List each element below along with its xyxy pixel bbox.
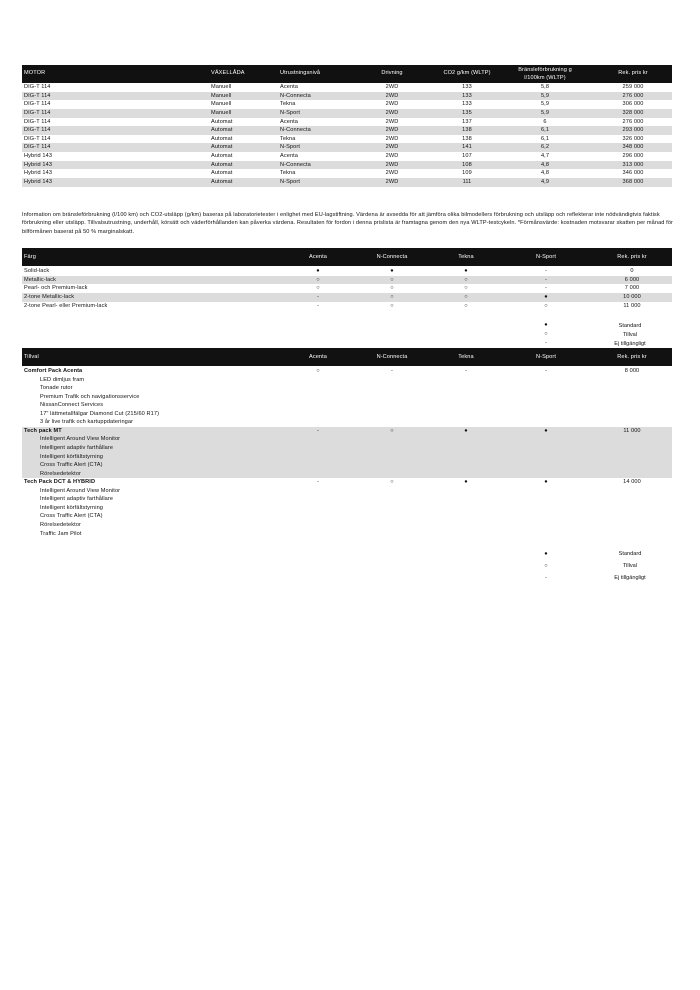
cell-motor: DIG-T 114 [24, 127, 51, 134]
cell-drive: 2WD [385, 135, 399, 142]
table-row [22, 284, 672, 293]
cell-fuel: 4,8 [540, 161, 550, 168]
cell-gearbox: Automat [211, 118, 233, 125]
cell-nsport: ● [544, 293, 548, 300]
emissions-note: Information om bränsleförbrukning (l/100 km) och CO2-utsläpp (g/km) baseras på laboratorietester i enlighet med EU-lagstiftning. Värdena är avsedda för att jämföra olika bilmodellers förbrukning och utsläpp och reflekterar inte nödvändigtvis faktisk förbrukning eller utsläpp. Tillvalsutrustning, underhåll, körsätt och väderförhållanden kan påverka värdena. Resultaten för fordon i denna prislista är framtagna genom den nya WLTP-testcykeln. *Förmånsvärde: kostnaden motsvarar skatten per månad för bilförmånen baserat på 50 % marginalskatt. [22, 212, 674, 235]
cell-gearbox: Automat [211, 170, 233, 177]
col-price: Rek. pris kr [618, 70, 648, 76]
col-co2: CO2 g/km (WLTP) [443, 70, 491, 76]
cell-nsport: - [545, 276, 547, 283]
legend-label: Standard [618, 323, 642, 329]
color-table-header [22, 248, 672, 266]
cell-trim: N-Connecta [280, 127, 311, 134]
cell-fuel: 5,9 [540, 101, 550, 108]
cell-price: 306 000 [622, 101, 644, 108]
cell-co2: 137 [462, 118, 472, 125]
cell-co2: 107 [462, 153, 472, 160]
cell-gearbox: Manuell [211, 92, 232, 99]
legend-row [500, 550, 650, 562]
pack-item: Cross Traffic Alert (CTA) [40, 462, 103, 469]
cell-price: 348 000 [622, 144, 644, 151]
col-fuel: Bränsleförbrukning g l/100km (WLTP) [518, 67, 572, 81]
cell-price: 368 000 [622, 179, 644, 186]
cell-fuel: 5,8 [540, 84, 550, 90]
pack-item: Intelligent körfältstyrning [40, 504, 104, 511]
option-pack [22, 367, 672, 427]
col-nconnecta: N-Connecta [376, 354, 408, 360]
cell-gearbox: Automat [211, 135, 233, 142]
cell-name: 2-tone Metallic-lack [24, 293, 75, 300]
cell-drive: 2WD [385, 92, 399, 99]
cell-name: Metallic-lack [24, 276, 57, 283]
cell-co2: 108 [462, 161, 472, 168]
cell-fuel: 4,9 [540, 179, 550, 186]
cell-trim: Acenta [280, 84, 299, 90]
cell-motor: DIG-T 114 [24, 84, 51, 90]
cell-price: 14 000 [623, 479, 641, 486]
legend-row [500, 321, 650, 330]
cell-trim: N-Sport [280, 109, 300, 116]
cell-price: 328 000 [622, 109, 644, 116]
cell-fuel: 4,8 [540, 170, 550, 177]
cell-trim: N-Connecta [280, 92, 311, 99]
cell-price: 8 000 [624, 368, 640, 374]
pack-item: Intelligent adaptiv farthållare [40, 445, 114, 452]
cell-acenta: ○ [316, 285, 320, 292]
cell-tekna: ○ [464, 302, 468, 309]
table-row [22, 109, 672, 118]
cell-trim: N-Sport [280, 179, 300, 186]
cell-drive: 2WD [385, 170, 399, 177]
cell-price: 276 000 [622, 92, 644, 99]
cell-motor: Hybrid 143 [24, 170, 53, 177]
cell-co2: 109 [462, 170, 472, 177]
cell-co2: 133 [462, 92, 472, 99]
cell-fuel: 6,1 [540, 127, 550, 134]
pack-item: 3 år live trafik och kartuppdateringar [40, 419, 134, 426]
legend-row [500, 339, 650, 348]
cell-name: 2-tone Pearl- eller Premium-lack [24, 302, 108, 309]
cell-co2: 138 [462, 127, 472, 134]
pack-item: Cross Traffic Alert (CTA) [40, 513, 103, 520]
col-motor: MOTOR [24, 70, 46, 76]
cell-tekna: - [465, 368, 467, 374]
table-row [22, 100, 672, 109]
table-row [22, 302, 672, 311]
cell-tekna: ● [464, 268, 468, 274]
legend-row [500, 330, 650, 339]
cell-name: Comfort Pack Acenta [24, 368, 83, 374]
cell-gearbox: Manuell [211, 84, 232, 90]
cell-acenta: ○ [316, 368, 320, 374]
pack-item: NissanConnect Services [40, 402, 104, 409]
cell-motor: Hybrid 143 [24, 153, 53, 160]
legend-row [500, 574, 650, 586]
legend-symbol: ● [544, 551, 548, 557]
cell-gearbox: Automat [211, 161, 233, 168]
pack-item: 17" lättmetallfälgar Diamond Cut (215/60 R17) [40, 410, 160, 417]
engine-table [22, 65, 672, 187]
cell-motor: DIG-T 114 [24, 135, 51, 142]
table-row [22, 178, 672, 187]
pack-item: Intelligent adaptiv farthållare [40, 496, 114, 503]
cell-gearbox: Automat [211, 144, 233, 151]
pack-item: Tonade rutor [40, 385, 73, 392]
table-row [22, 161, 672, 170]
cell-nsport: - [545, 368, 547, 374]
col-tekna: Tekna [458, 254, 474, 260]
cell-nconnecta: ○ [390, 479, 394, 486]
cell-trim: N-Sport [280, 144, 300, 151]
engine-table-header [22, 65, 672, 83]
pack-item: Rörelsedetektor [40, 521, 81, 528]
col-color: Färg [24, 254, 36, 260]
cell-price: 259 000 [622, 84, 644, 90]
cell-motor: DIG-T 114 [24, 144, 51, 151]
cell-tekna: ○ [464, 285, 468, 292]
table-row [22, 83, 672, 92]
col-tekna: Tekna [458, 354, 474, 360]
col-gearbox: VÄXELLÅDA [211, 70, 245, 76]
cell-acenta: - [317, 479, 319, 486]
cell-acenta: - [317, 302, 319, 309]
cell-drive: 2WD [385, 84, 399, 90]
cell-price: 0 [630, 268, 634, 274]
options-table-body [22, 367, 672, 538]
pack-item: LED dimljus fram [40, 376, 85, 383]
cell-price: 346 000 [622, 170, 644, 177]
cell-price: 10 000 [623, 293, 641, 300]
cell-nsport: - [545, 268, 547, 274]
pack-header [22, 367, 672, 376]
cell-drive: 2WD [385, 109, 399, 116]
cell-motor: DIG-T 114 [24, 109, 51, 116]
table-row [22, 267, 672, 276]
col-trim: Utrustningsnivå [280, 70, 321, 76]
pack-item: Traffic Jam Pilot [40, 530, 82, 537]
legend-symbol: - [545, 575, 547, 581]
cell-nsport: ● [544, 427, 548, 434]
col-drive: Drivning [381, 70, 403, 76]
cell-price: 7 000 [624, 285, 640, 292]
cell-co2: 135 [462, 109, 472, 116]
cell-motor: DIG-T 114 [24, 118, 51, 125]
cell-name: Pearl- och Premium-lack [24, 285, 88, 292]
cell-tekna: ○ [464, 276, 468, 283]
cell-co2: 133 [462, 101, 472, 108]
cell-price: 293 000 [622, 127, 644, 134]
cell-co2: 141 [462, 144, 472, 151]
options-table-header [22, 348, 672, 366]
cell-gearbox: Automat [211, 179, 233, 186]
col-acenta: Acenta [308, 254, 327, 260]
cell-drive: 2WD [385, 144, 399, 151]
cell-fuel: 5,9 [540, 109, 550, 116]
legend-label: Tillval [622, 331, 638, 338]
options-table [22, 348, 672, 538]
pack-item: Premium Trafik och navigationsservice [40, 393, 140, 400]
cell-tekna: ● [464, 427, 468, 434]
cell-price: 313 000 [622, 161, 644, 168]
cell-fuel: 6,1 [540, 135, 550, 142]
cell-motor: Hybrid 143 [24, 179, 53, 186]
option-pack [22, 478, 672, 538]
cell-gearbox: Automat [211, 127, 233, 134]
cell-nsport: ● [544, 479, 548, 486]
cell-acenta: ○ [316, 276, 320, 283]
cell-motor: DIG-T 114 [24, 101, 51, 108]
pack-item: Intelligent Around View Monitor [40, 436, 121, 443]
cell-acenta: - [317, 293, 319, 300]
cell-acenta: - [317, 427, 319, 434]
cell-tekna: ○ [464, 293, 468, 300]
cell-tekna: ● [464, 479, 468, 486]
cell-nconnecta: ○ [390, 293, 394, 300]
cell-price: 276 000 [622, 118, 644, 125]
cell-gearbox: Automat [211, 153, 233, 160]
cell-drive: 2WD [385, 153, 399, 160]
col-nsport: N-Sport [536, 354, 556, 360]
cell-motor: Hybrid 143 [24, 161, 53, 168]
cell-drive: 2WD [385, 179, 399, 186]
legend-symbol: ● [544, 322, 548, 328]
legend-options [500, 550, 650, 586]
col-option: Tillval [24, 354, 39, 360]
col-nconnecta: N-Connecta [376, 254, 408, 260]
cell-price: 11 000 [623, 427, 641, 434]
pack-item: Rörelsedetektor [40, 470, 81, 477]
legend-symbol: ○ [544, 330, 548, 337]
cell-drive: 2WD [385, 101, 399, 108]
col-price: Rek. pris kr [617, 254, 647, 260]
legend-symbol: - [545, 339, 547, 346]
table-row [22, 276, 672, 285]
cell-nconnecta: ○ [390, 427, 394, 434]
engine-table-body [22, 83, 672, 187]
pack-header [22, 427, 672, 436]
col-acenta: Acenta [308, 354, 327, 360]
legend-label: Standard [618, 551, 642, 557]
cell-trim: Tekna [280, 170, 296, 177]
cell-name: Solid-lack [24, 268, 50, 274]
cell-gearbox: Manuell [211, 109, 232, 116]
pack-header [22, 478, 672, 487]
cell-price: 11 000 [623, 302, 641, 309]
cell-fuel: 4,7 [540, 153, 550, 160]
cell-acenta: ● [316, 268, 320, 274]
cell-trim: Acenta [280, 118, 299, 125]
cell-gearbox: Manuell [211, 101, 232, 108]
cell-co2: 133 [462, 84, 472, 90]
legend-label: Tillval [622, 563, 638, 569]
cell-drive: 2WD [385, 127, 399, 134]
cell-trim: N-Connecta [280, 161, 311, 168]
cell-motor: DIG-T 114 [24, 92, 51, 99]
table-row [22, 92, 672, 101]
color-table-body [22, 267, 672, 310]
cell-price: 326 000 [622, 135, 644, 142]
table-row [22, 135, 672, 144]
cell-trim: Tekna [280, 101, 296, 108]
pack-item: Intelligent Around View Monitor [40, 487, 121, 494]
col-price: Rek. pris kr [617, 354, 647, 360]
cell-nsport: - [545, 285, 547, 292]
table-row [22, 169, 672, 178]
cell-nsport: ○ [544, 302, 548, 309]
cell-nconnecta: ○ [390, 302, 394, 309]
legend-symbol: ○ [544, 563, 548, 569]
table-row [22, 143, 672, 152]
cell-fuel: 6 [543, 118, 547, 125]
cell-nconnecta: ○ [390, 276, 394, 283]
legend-colors [500, 321, 650, 347]
cell-trim: Acenta [280, 153, 299, 160]
cell-name: Tech Pack DCT & HYBRID [24, 479, 96, 486]
cell-price: 296 000 [622, 153, 644, 160]
cell-name: Tech pack MT [24, 427, 62, 434]
col-nsport: N-Sport [536, 254, 556, 260]
cell-fuel: 5,9 [540, 92, 550, 99]
color-table [22, 248, 672, 310]
cell-nconnecta: - [391, 368, 393, 374]
legend-label: Ej tillgängligt [614, 340, 646, 347]
table-row [22, 152, 672, 161]
legend-row [500, 562, 650, 574]
cell-trim: Tekna [280, 135, 296, 142]
cell-drive: 2WD [385, 161, 399, 168]
cell-nconnecta: ○ [390, 285, 394, 292]
table-row [22, 126, 672, 135]
cell-price: 6 000 [624, 276, 640, 283]
pack-item: Intelligent körfältstyrning [40, 453, 104, 460]
cell-nconnecta: ● [390, 268, 394, 274]
table-row [22, 293, 672, 302]
legend-label: Ej tillgängligt [614, 575, 646, 581]
table-row [22, 118, 672, 127]
cell-fuel: 6,2 [540, 144, 550, 151]
cell-co2: 138 [462, 135, 472, 142]
cell-co2: 111 [462, 179, 472, 186]
cell-drive: 2WD [385, 118, 399, 125]
option-pack [22, 427, 672, 478]
